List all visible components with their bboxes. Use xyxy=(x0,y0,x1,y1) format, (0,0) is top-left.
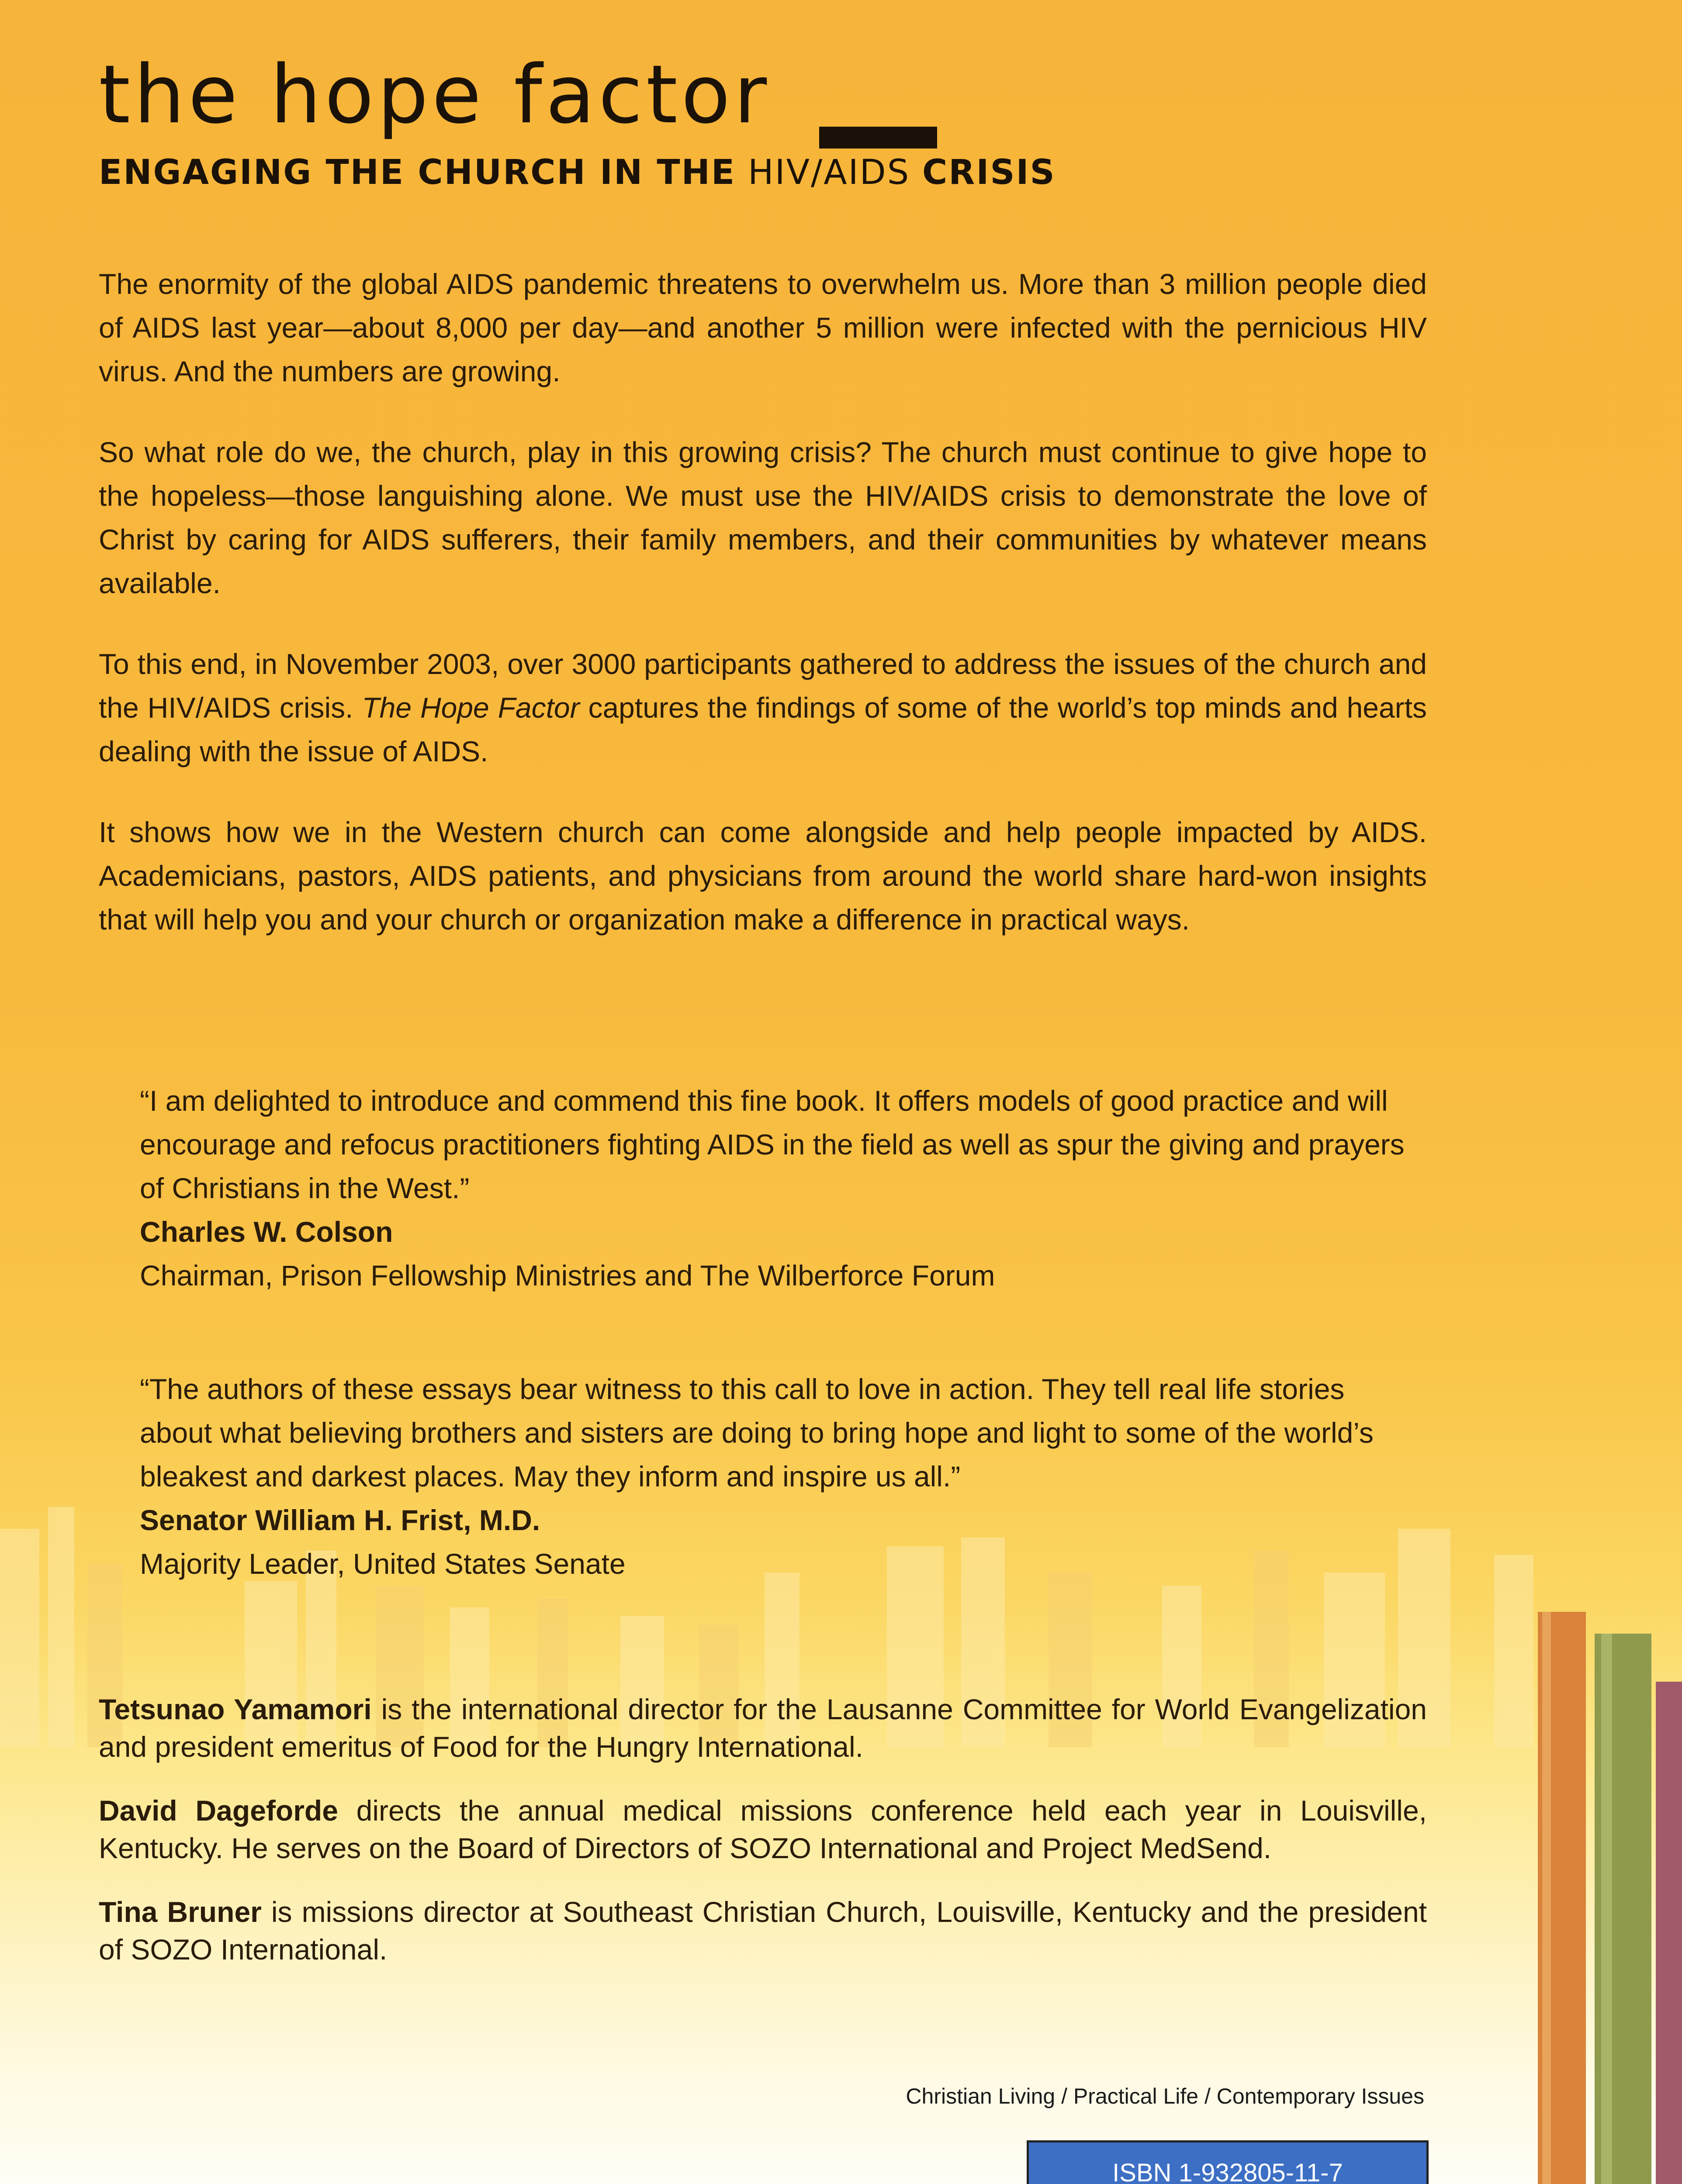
author-name: Tina Bruner xyxy=(99,1896,262,1928)
endorser-name: Charles W. Colson xyxy=(140,1216,393,1248)
author-bios xyxy=(99,1690,1427,1994)
subtitle-crisis: CRISIS xyxy=(922,153,1056,192)
category-label: Christian Living / Practical Life / Contemporary Issues xyxy=(906,2084,1424,2108)
author-bio-3 xyxy=(99,1893,1427,1968)
description-paragraph-1: The enormity of the global AIDS pandemic threatens to overwhelm us. More than 3 million people died of AIDS last year—about 8,000 per day—and another 5 million were infected with the pernicious HIV virus. And the numbers are growing. xyxy=(99,268,1427,387)
isbn-barcode-block xyxy=(1027,2140,1429,2184)
endorsement-1 xyxy=(140,1079,1407,1297)
author-bio-text: is missions director at Southeast Christian Church, Louisville, Kentucky and the president of SOZO International. xyxy=(99,1896,1427,1966)
subtitle-hivaids: HIV/AIDS xyxy=(748,153,910,192)
subtitle-bold: ENGAGING THE CHURCH IN THE xyxy=(99,153,736,192)
endorser-name: Senator William H. Frist, M.D. xyxy=(140,1504,540,1536)
para3-before: To this end, in November 2003, over 3000 participants gathered to address the issues of the church and the HIV/AIDS crisis. xyxy=(99,648,1427,724)
isbn-number: ISBN 1-932805-11-7 xyxy=(1029,2143,1426,2184)
book-title: the hope factor xyxy=(99,48,771,142)
endorsement-quote: “I am delighted to introduce and commend this fine book. It offers models of good practice and will encourage and refocus practitioners fighting AIDS in the field as well as spur the giving and prayers of Christians in the West.” xyxy=(140,1085,1405,1204)
para3-after: captures the findings of some of the world’s top minds and hearts dealing with the issue of AIDS. xyxy=(99,691,1427,767)
title-accent-bar xyxy=(819,127,937,149)
description-paragraph-4: It shows how we in the Western church can come alongside and help people impacted by AIDS. Academicians, pastors, AIDS patients, and physicians from around the world share hard-won insights that will help you and your church or organization make a difference in practical ways. xyxy=(99,816,1427,936)
author-bio-2 xyxy=(99,1792,1427,1867)
author-bio-1 xyxy=(99,1690,1427,1766)
endorsement-2 xyxy=(140,1367,1407,1586)
author-bio-text: is the international director for the Lausanne Committee for World Evangelization and president emeritus of Food for the Hungry International. xyxy=(99,1693,1427,1763)
description-paragraph-2: So what role do we, the church, play in this growing crisis? The church must continue to give hope to the hopeless—those languishing alone. We must use the HIV/AIDS crisis to demonstrate the love of Christ by caring for AIDS sufferers, their family members, and their communities by whatever means available. xyxy=(99,436,1427,599)
para3-book-title: The Hope Factor xyxy=(362,691,580,724)
description-paragraph-3 xyxy=(99,642,1427,773)
book-subtitle xyxy=(99,153,1056,192)
endorser-role: Chairman, Prison Fellowship Ministries and The Wilberforce Forum xyxy=(140,1259,995,1292)
author-name: Tetsunao Yamamori xyxy=(99,1693,372,1725)
author-name: David Dageforde xyxy=(99,1794,338,1827)
endorsement-quote: “The authors of these essays bear witness to this call to love in action. They tell real life stories about what believing brothers and sisters are doing to bring hope and light to some of the world’s bleakest and darkest places. May they inform and inspire us all.” xyxy=(140,1373,1374,1493)
endorser-role: Majority Leader, United States Senate xyxy=(140,1548,626,1580)
description xyxy=(99,262,1427,978)
book-spines-illustration xyxy=(1529,1594,1682,2184)
author-bio-text: directs the annual medical missions conference held each year in Louisville, Kentucky. He serves on the Board of Directors of SOZO International and Project MedSend. xyxy=(99,1794,1427,1864)
